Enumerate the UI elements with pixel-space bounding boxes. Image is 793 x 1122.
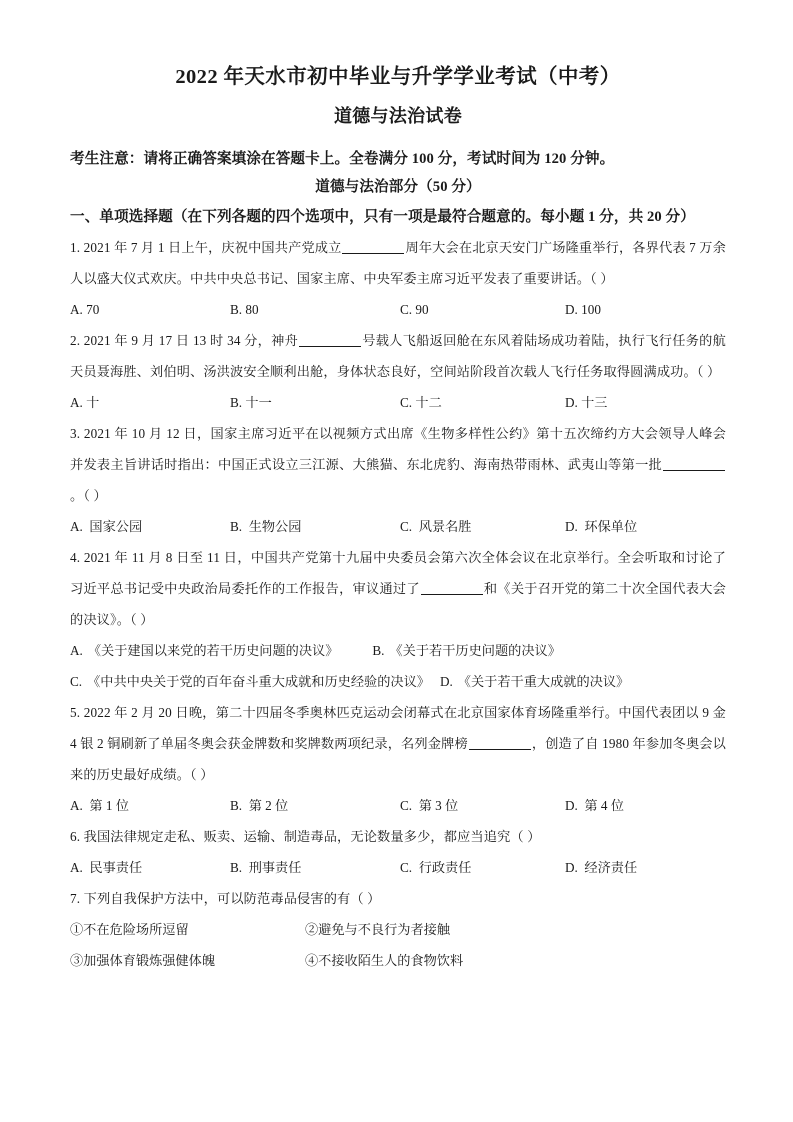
option-c-label: C.	[400, 519, 413, 534]
option-b-label: B.	[230, 798, 243, 813]
option-c-label: C.	[70, 674, 83, 689]
candidate-notice: 考生注意：请将正确答案填涂在答题卡上。全卷满分 100 分，考试时间为 120 分钟。	[70, 151, 615, 167]
option-c[interactable]	[400, 387, 442, 418]
option-d-text: 《关于若干重大成就的决议》	[457, 674, 630, 689]
option-a[interactable]	[70, 852, 142, 883]
option-c[interactable]	[400, 852, 471, 883]
subitem-row	[70, 914, 726, 945]
option-d-text: 经济责任	[584, 860, 638, 875]
option-a-text: 民事责任	[89, 860, 143, 875]
option-a-text: 第 1 位	[89, 798, 129, 813]
question-stem	[70, 325, 726, 387]
option-d[interactable]	[565, 511, 637, 542]
option-a[interactable]	[70, 643, 338, 658]
option-c-label: C.	[400, 395, 413, 410]
option-d[interactable]	[440, 674, 629, 689]
option-d-label: D.	[439, 674, 453, 689]
option-a-label: A.	[70, 519, 83, 534]
option-b[interactable]	[230, 294, 259, 325]
option-b-text: 生物公园	[248, 519, 302, 534]
option-c-text: 风景名胜	[418, 519, 472, 534]
option-b[interactable]	[372, 643, 561, 658]
option-d-text: 第 4 位	[584, 798, 624, 813]
page-content	[70, 0, 726, 976]
option-b-text: 《关于若干历史问题的决议》	[389, 643, 561, 658]
option-b[interactable]	[230, 387, 272, 418]
option-d[interactable]	[565, 852, 637, 883]
option-c[interactable]	[400, 790, 458, 821]
question-stem-part1: 1. 2021 年 7 月 1 日上午，庆祝中国共产党成立	[70, 240, 342, 255]
option-a[interactable]	[70, 511, 142, 542]
subitem-2: ②避免与不良行为者接触	[305, 922, 451, 937]
option-b-label: B.	[372, 643, 385, 658]
answer-blank	[342, 253, 404, 254]
option-c-text: 90	[415, 302, 429, 317]
option-a-text: 十	[86, 395, 100, 410]
option-row	[70, 790, 726, 821]
question-stem-part1: 3. 2021 年 10 月 12 日，国家主席习近平在以视频方式出席《生物多样性公约》第十五次缔约方大会领导人峰会并发表主旨讲话时指出：中国正式设立三江源、大熊猫、东北虎豹、海南热带雨林、武夷山等第一批	[70, 426, 726, 472]
question-stem	[70, 542, 726, 635]
question-stem	[70, 418, 726, 511]
subitem-row	[70, 945, 726, 976]
option-c-label: C.	[400, 798, 413, 813]
answer-blank	[469, 749, 531, 750]
section-heading: 一、单项选择题（在下列各题的四个选项中，只有一项是最符合题意的。每小题 1 分，共 20 分）	[70, 209, 695, 225]
option-b-label: B.	[230, 519, 243, 534]
question-stem: 7. 下列自我保护方法中，可以防范毒品侵害的有（ ）	[70, 891, 381, 906]
option-b[interactable]	[230, 790, 288, 821]
page-subtitle: 道德与法治试卷	[333, 106, 463, 126]
option-a-label: A.	[70, 302, 83, 317]
option-c-text: 《中共中央关于党的百年奋斗重大成就和历史经验的决议》	[87, 674, 430, 689]
page-title: 2022 年天水市初中毕业与升学学业考试（中考）	[175, 66, 621, 88]
answer-blank	[663, 470, 725, 471]
subitem-1: ①不在危险场所逗留	[70, 922, 189, 937]
option-b-text: 十一	[245, 395, 272, 410]
question-stem-part1: 2. 2021 年 9 月 17 日 13 时 34 分，神舟	[70, 333, 299, 348]
option-a[interactable]	[70, 294, 99, 325]
option-c[interactable]	[400, 511, 471, 542]
question-stem-part2: 号载人飞船返回舱在东风着陆场成功着陆，执行飞行任务的航天员聂海胜、刘伯明、汤洪波安全顺利出舱，身体状态良好，空间站阶段首次载人飞行任务取得圆满成功。（ ）	[70, 333, 726, 379]
option-a-label: A.	[70, 643, 83, 658]
option-c[interactable]	[70, 674, 430, 689]
option-row	[70, 387, 726, 418]
option-d[interactable]	[565, 790, 624, 821]
option-c-text: 行政责任	[418, 860, 472, 875]
question-stem-part2: 周年大会在北京天安门广场隆重举行，各界代表 7 万余人以盛大仪式欢庆。中共中央总书记、国家主席、中央军委主席习近平发表了重要讲话。（ ）	[70, 240, 726, 286]
option-d-label: D.	[565, 860, 578, 875]
option-b-label: B.	[230, 302, 243, 317]
option-d-text: 100	[581, 302, 601, 317]
option-row	[70, 511, 726, 542]
option-b-label: B.	[230, 395, 243, 410]
question-stem-part1: 5. 2022 年 2 月 20 日晚，第二十四届冬季奥林匹克运动会闭幕式在北京国家体育场隆重举行。中国代表团以 9 金 4 银 2 铜刷新了单届冬奥会获金牌数和奖牌数两项纪录，名列金牌榜	[70, 705, 726, 751]
option-b[interactable]	[230, 852, 301, 883]
question-stem: 6. 我国法律规定走私、贩卖、运输、制造毒品，无论数量多少，都应当追究（ ）	[70, 829, 541, 844]
question-stem-part2: 。（ ）	[70, 488, 107, 503]
option-a-text: 国家公园	[89, 519, 143, 534]
option-d[interactable]	[565, 294, 601, 325]
option-d-label: D.	[565, 302, 578, 317]
option-a-label: A.	[70, 395, 83, 410]
option-d-label: D.	[565, 798, 578, 813]
option-c-text: 第 3 位	[418, 798, 459, 813]
part-title: 道德与法治部分（50 分）	[315, 179, 481, 195]
option-row	[70, 635, 726, 666]
option-b[interactable]	[230, 511, 301, 542]
question-stem-part1: 4. 2021 年 11 月 8 日至 11 日，中国共产党第十九届中央委员会第六次全体会议在北京举行。全会听取和讨论了习近平总书记受中央政治局委托作的工作报告，审议通过了	[70, 550, 726, 596]
option-d-text: 十三	[581, 395, 608, 410]
subitem-3: ③加强体育锻炼强健体魄	[70, 953, 216, 968]
option-c-text: 十二	[415, 395, 442, 410]
option-d-label: D.	[565, 519, 578, 534]
option-row	[70, 666, 726, 697]
option-d[interactable]	[565, 387, 608, 418]
option-b-text: 刑事责任	[248, 860, 302, 875]
option-b-text: 80	[245, 302, 259, 317]
option-a[interactable]	[70, 387, 99, 418]
option-b-text: 第 2 位	[248, 798, 289, 813]
option-a-label: A.	[70, 798, 83, 813]
question-stem	[70, 697, 726, 790]
question-stem-part2: 和《关于召开党的第二十次全国代表大会的决议》。（ ）	[70, 581, 726, 627]
option-c-label: C.	[400, 860, 413, 875]
option-d-label: D.	[565, 395, 578, 410]
question-stem	[70, 232, 726, 294]
subitem-4: ④不接收陌生人的食物饮料	[305, 953, 464, 968]
answer-blank	[421, 594, 483, 595]
option-a-text: 《关于建国以来党的若干历史问题的决议》	[87, 643, 339, 658]
option-a-text: 70	[86, 302, 100, 317]
option-a[interactable]	[70, 790, 129, 821]
option-c[interactable]	[400, 294, 429, 325]
option-d-text: 环保单位	[584, 519, 638, 534]
option-row	[70, 294, 726, 325]
question-stem-part2: ，创造了自 1980 年参加冬奥会以来的历史最好成绩。（ ）	[70, 736, 726, 782]
option-row	[70, 852, 726, 883]
option-b-label: B.	[230, 860, 243, 875]
option-a-label: A.	[70, 860, 83, 875]
answer-blank	[299, 346, 361, 347]
option-c-label: C.	[400, 302, 413, 317]
